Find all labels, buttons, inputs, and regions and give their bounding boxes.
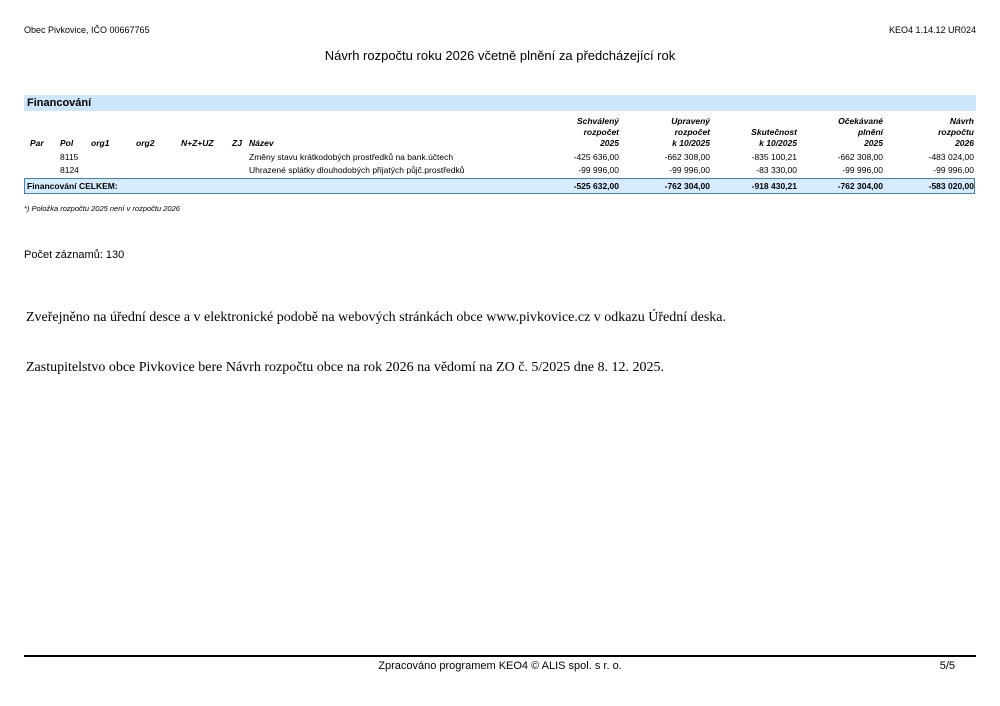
col-skutecnost: Skutečnost k 10/2025 — [751, 127, 797, 148]
footer-divider — [24, 655, 976, 657]
row-nazev: Změny stavu krátkodobých prostředků na bank.účtech — [249, 152, 454, 162]
footnote: *) Položka rozpočtu 2025 není v rozpočtu 2026 — [24, 204, 180, 213]
col-org2: org2 — [136, 138, 155, 148]
row-skutecnost: -83 330,00 — [756, 165, 797, 175]
row-navrh: -483 024,00 — [928, 152, 974, 162]
footer-program: Zpracováno programem KEO4 © ALIS spol. s r. o. — [378, 660, 622, 672]
row-pol: 8115 — [60, 152, 79, 162]
col-schvaleny: Schválený rozpočet 2025 — [576, 116, 619, 148]
row-ocekavane: -99 996,00 — [842, 165, 883, 175]
total-schvaleny: -525 632,00 — [573, 181, 619, 191]
publication-notice: Zveřejněno na úřední desce a v elektronické podobě na webových stránkách obce www.pivkovice.cz v odkazu Úřední deska. — [26, 310, 726, 325]
total-upraveny: -762 304,00 — [664, 181, 710, 191]
total-ocekavane: -762 304,00 — [837, 181, 883, 191]
row-skutecnost: -835 100,21 — [751, 152, 797, 162]
council-notice: Zastupitelstvo obce Pivkovice bere Návrh rozpočtu obce na rok 2026 na vědomí na ZO č. 5/2025 dne 8. 12. 2025. — [26, 360, 665, 375]
col-nzuz: N+Z+UZ — [181, 138, 214, 148]
col-zj: ZJ — [232, 138, 242, 148]
col-navrh: Návrh rozpočtu 2026 — [938, 116, 974, 148]
row-ocekavane: -662 308,00 — [837, 152, 883, 162]
section-title: Financování — [27, 97, 92, 109]
total-skutecnost: -918 430,21 — [751, 181, 797, 191]
col-ocekavane: Očekávané plnění 2025 — [838, 116, 883, 148]
total-navrh: -583 020,00 — [928, 181, 974, 191]
page-number: 5/5 — [939, 660, 955, 672]
row-schvaleny: -425 636,00 — [573, 152, 619, 162]
row-pol: 8124 — [60, 165, 79, 175]
col-upraveny: Upravený rozpočet k 10/2025 — [671, 116, 710, 148]
row-schvaleny: -99 996,00 — [578, 165, 619, 175]
row-upraveny: -662 308,00 — [664, 152, 710, 162]
col-org1: org1 — [91, 138, 110, 148]
row-upraveny: -99 996,00 — [669, 165, 710, 175]
col-par: Par — [30, 138, 44, 148]
record-count: Počet záznamů: 130 — [24, 249, 125, 261]
col-nazev: Název — [249, 138, 274, 148]
organization-id: Obec Pivkovice, IČO 00667765 — [24, 25, 150, 35]
row-nazev: Uhrazené splátky dlouhodobých přijatých půjč.prostředků — [249, 165, 465, 175]
report-code: KEO4 1.14.12 UR024 — [888, 25, 976, 35]
document-title: Návrh rozpočtu roku 2026 včetně plnění za předcházející rok — [324, 48, 676, 63]
section-header-bar — [24, 95, 976, 111]
row-navrh: -99 996,00 — [933, 165, 974, 175]
total-label: Financování CELKEM: — [27, 181, 118, 191]
col-pol: Pol — [60, 138, 74, 148]
